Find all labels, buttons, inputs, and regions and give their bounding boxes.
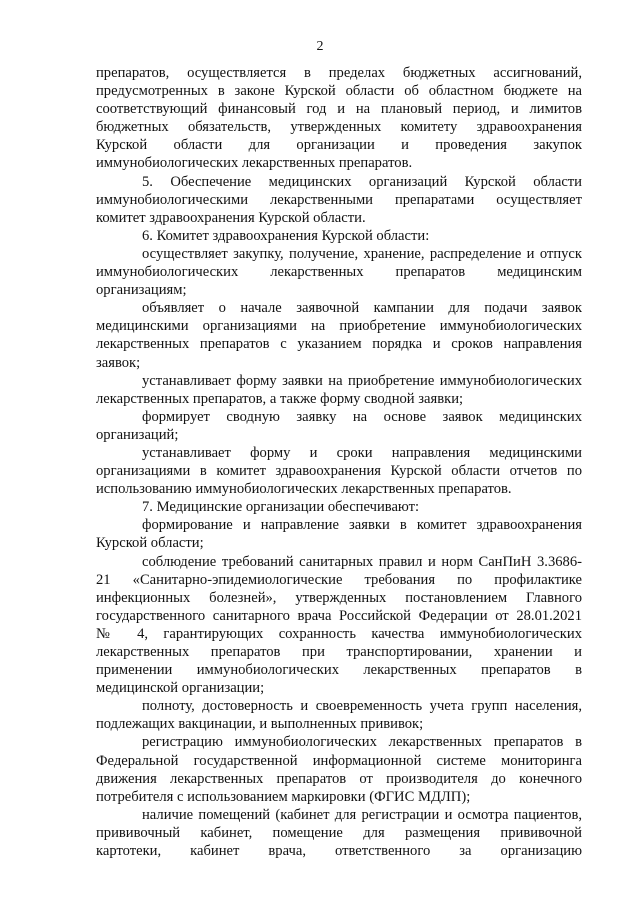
text-line: комитет здравоохранения Курской области.: [96, 209, 366, 226]
paragraph: [96, 697, 582, 733]
text-line: иммунобиологическими лекарственными препаратами осуществляет: [96, 191, 582, 208]
text-line: Курской области для организации и проведения закупок: [96, 137, 582, 154]
text-line: подлежащих вакцинации, и выполненных прививок;: [96, 716, 424, 733]
paragraph: [96, 64, 582, 173]
text-line: формирование и направление заявки в комитет здравоохранения: [142, 517, 582, 534]
paragraph: [96, 498, 582, 516]
paragraph: [96, 173, 582, 227]
paragraph: [96, 372, 582, 408]
text-line: регистрацию иммунобиологических лекарственных препаратов в: [142, 734, 582, 751]
text-line: устанавливает форму и сроки направления медицинскими: [142, 444, 582, 461]
paragraph: [96, 245, 582, 299]
text-line: лекарственных препаратов при транспортировании, хранении и: [96, 644, 582, 660]
paragraph: [96, 408, 582, 444]
text-line: соответствующий финансовый год и на плановый период, и лимитов: [96, 101, 582, 118]
text-line: инфекционных болезней», утвержденных постановлением Главного: [96, 589, 582, 606]
text-line: движения лекарственных препаратов от производителя до конечного: [96, 770, 582, 787]
paragraph: [96, 444, 582, 498]
text-line: иммунобиологических лекарственных препаратов.: [96, 155, 413, 172]
text-line: лекарственных препаратов с указанием порядка и сроков направления: [96, 336, 582, 353]
text-line: № 4, гарантирующих сохранность качества иммунобиологических: [96, 625, 582, 642]
text-line: Федеральной государственной информационной системе мониторинга: [96, 752, 582, 769]
text-line: 6. Комитет здравоохранения Курской области:: [142, 227, 430, 244]
paragraph: [96, 299, 582, 371]
text-line: наличие помещений (кабинет для регистрации и осмотра пациентов,: [142, 806, 582, 823]
document-body: [96, 64, 582, 860]
text-line: картотеки, кабинет врача, ответственного за организацию: [96, 843, 582, 860]
text-line: Курской области;: [96, 535, 204, 552]
text-line: 7. Медицинские организации обеспечивают:: [142, 499, 420, 516]
text-line: организациям;: [96, 282, 187, 299]
text-line: объявляет о начале заявочной кампании для подачи заявок: [142, 300, 582, 317]
text-line: прививочный кабинет, помещение для размещения прививочной: [96, 824, 582, 841]
text-line: осуществляет закупку, получение, хранение, распределение и отпуск: [142, 245, 582, 262]
paragraph: [96, 553, 582, 698]
text-line: потребителя с использованием маркировки (ФГИС МДЛП);: [96, 788, 471, 805]
text-line: организаций;: [96, 426, 179, 443]
paragraph: [96, 733, 582, 805]
text-line: заявок;: [96, 354, 141, 371]
text-line: предусмотренных в законе Курской области об областном бюджете на: [96, 83, 582, 100]
text-line: государственного санитарного врача Российской Федерации от 28.01.2021: [96, 607, 582, 624]
text-line: медицинскими организациями на приобретение иммунобиологических: [96, 318, 582, 335]
text-line: медицинской организации;: [96, 680, 265, 697]
text-line: организациями в комитет здравоохранения Курской области отчетов по: [96, 463, 582, 480]
text-line: бюджетных обязательств, утвержденных комитету здравоохранения: [96, 119, 582, 136]
text-line: 5. Обеспечение медицинских организаций Курской области: [142, 173, 582, 190]
paragraph: [96, 227, 582, 245]
text-line: использованию иммунобиологических лекарственных препаратов.: [96, 481, 512, 498]
text-line: препаратов, осуществляется в пределах бюджетных ассигнований,: [96, 65, 582, 81]
text-line: соблюдение требований санитарных правил и норм СанПиН 3.3686-: [142, 553, 582, 570]
paragraph: [96, 806, 582, 860]
paragraph: [96, 516, 582, 552]
page-number: 2: [316, 39, 324, 54]
text-line: полноту, достоверность и своевременность учета групп населения,: [142, 698, 582, 715]
text-line: 21 «Санитарно-эпидемиологические требования по профилактике: [96, 571, 582, 588]
text-line: формирует сводную заявку на основе заявок медицинских: [142, 408, 582, 425]
text-line: лекарственных препаратов, а также форму сводной заявки;: [96, 390, 464, 407]
text-line: иммунобиологических лекарственных препаратов медицинским: [96, 264, 582, 281]
text-line: применении иммунобиологических лекарственных препаратов в: [96, 662, 582, 679]
text-line: устанавливает форму заявки на приобретение иммунобиологических: [142, 372, 582, 389]
